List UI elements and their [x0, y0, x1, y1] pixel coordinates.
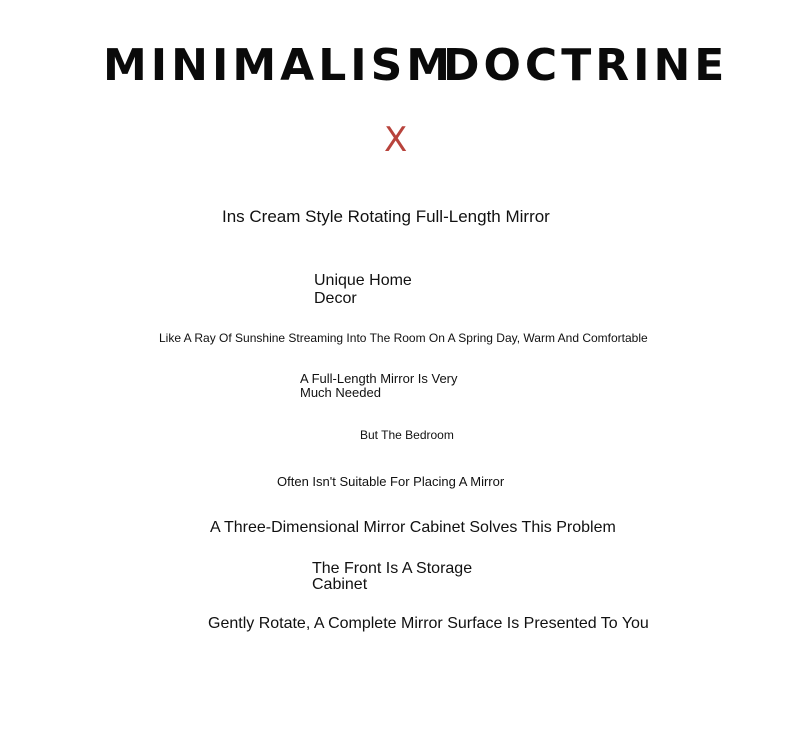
product-title: Ins Cream Style Rotating Full-Length Mirror: [222, 207, 550, 226]
title-doctrine: DOCTRINE: [443, 40, 729, 91]
problem-text: Often Isn't Suitable For Placing A Mirror: [277, 474, 505, 489]
but-bedroom-text: But The Bedroom: [360, 428, 454, 442]
x-separator-mark: X: [384, 120, 408, 160]
front-line-2: Cabinet: [312, 576, 368, 593]
tagline-line-1: Unique Home: [314, 272, 412, 289]
title-minimalism: MINIMALISM: [103, 40, 455, 91]
tagline-block: [314, 272, 484, 308]
need-line-2: Much Needed: [300, 385, 381, 400]
front-block: [312, 561, 502, 593]
need-block: [300, 372, 500, 400]
tagline-line-2: Decor: [314, 290, 357, 307]
solution-text: A Three-Dimensional Mirror Cabinet Solves This Problem: [210, 519, 616, 536]
front-line-1: The Front Is A Storage: [312, 560, 473, 577]
description-text: Like A Ray Of Sunshine Streaming Into The Room On A Spring Day, Warm And Comfortable: [159, 331, 648, 345]
rotate-text: Gently Rotate, A Complete Mirror Surface Is Presented To You: [208, 615, 649, 632]
need-line-1: A Full-Length Mirror Is Very: [300, 371, 458, 386]
